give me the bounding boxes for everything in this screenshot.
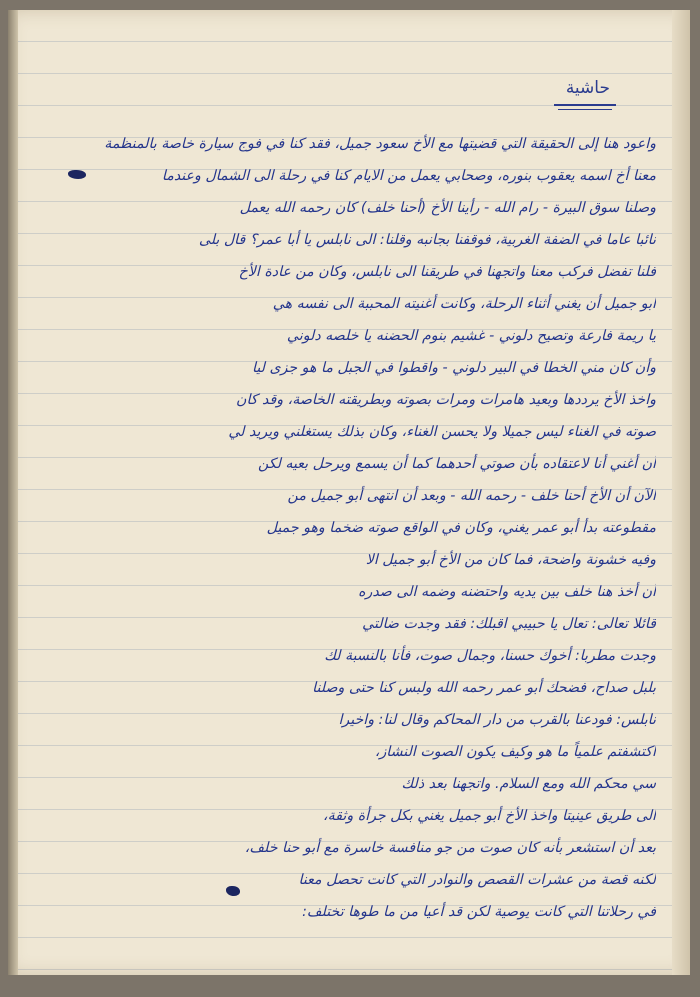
text-line: أن أخذ هنا خلف بين يديه واحتضنه وضمه الى صدره — [358, 584, 656, 600]
text-line: في رحلاتنا التي كانت يوصية لكن قد أعيا من ما طوها تختلف: — [302, 904, 656, 920]
handwritten-text-body — [36, 128, 656, 928]
text-line: وصلنا سوق البيرة - رام الله - رأينا الأخ (أحنا خلف) كان رحمه الله يعمل — [239, 200, 656, 216]
text-line: نابلس: فودعنا بالقرب من دار المحاكم وقال لنا: واخيرا — [338, 712, 656, 728]
text-line: الآن أن الأخ أحنا خلف - رحمه الله - وبعد أن انتهى أبو جميل من — [287, 488, 656, 504]
text-line: يا ريمة فارعة وتصيح دلوني - غشيم بنوم الحضنه يا خلصه دلوني — [286, 328, 656, 344]
text-line: سي محكم الله ومع السلام. واتجهنا بعد ذلك — [401, 776, 656, 792]
page-binding — [672, 10, 690, 975]
text-line: أن أغني أنا لاعتقاده بأن صوتي أحدهما كما أن يسمع ويرحل بعيه لكن — [257, 456, 656, 472]
text-line: فلنا تفضل فركب معنا واتجهنا في طريقنا الى نابلس، وكان من عادة الأخ — [238, 264, 656, 280]
text-line: وجدت مطربا: أخوك حسنا، وجمال صوت، فأنا بالنسبة لك — [324, 648, 656, 664]
text-line: صوته في الغناء ليس جميلا ولا يحسن الغناء، وكان بذلك يستغلني ويريد لي — [228, 424, 656, 440]
text-line: وفيه خشونة واضحة، فما كان من الأخ أبو جميل الا — [365, 552, 656, 568]
text-line: مقطوعته بدأ أبو عمر يغني، وكان في الواقع صوته ضخما وهو جميل — [266, 520, 656, 536]
page-heading: حاشية — [565, 78, 610, 98]
text-line: الى طريق عينيتا واخذ الأخ أبو جميل يغني بكل جرأة وثقة، — [323, 808, 656, 824]
text-line: ابو جميل أن يغني أثناء الرحلة، وكانت أغنيته المحببة الى نفسه هي — [272, 296, 656, 312]
page-left-spine — [8, 10, 18, 975]
heading-underline — [554, 104, 616, 106]
text-line: نائبا عاما في الضفة الغربية، فوقفنا بجانبه وقلنا: الى نابلس يا أبا عمر؟ قال بلى — [198, 232, 656, 248]
notebook-page — [8, 10, 690, 975]
text-line: واخذ الأخ يرددها وبعيد هامرات ومرات بصوته وبطريقته الخاصة، وقد كان — [236, 392, 656, 408]
text-line: معنا أخ اسمه يعقوب بنوره، وصحابي يعمل من الايام كنا في رحلة الى الشمال وعندما — [161, 168, 656, 184]
text-line: واعود هنا إلى الحقيقة التي قضيتها مع الأخ سعود جميل، فقد كنا في فوج سيارة خاصة بالمنظمة — [104, 136, 656, 152]
text-line: اكتشفتم علمياً ما هو وكيف يكون الصوت النشاز، — [374, 744, 656, 760]
text-line: قائلا تعالى: تعال يا حبيبي اقبلك: فقد وجدت ضالتي — [362, 616, 656, 632]
text-line: وأن كان مني الخطا في البير دلوني - واقطوا في الجبل ما هو جزى ليا — [252, 360, 656, 376]
text-line: لكنه قصة من عشرات القصص والنوادر التي كانت تحصل معنا — [298, 872, 656, 888]
text-line: بعد أن استشعر بأنه كان صوت من جو منافسة خاسرة مع أبو حنا خلف، — [244, 840, 656, 856]
heading-underline-second — [558, 109, 612, 110]
text-line: بلبل صداح، فضحك أبو عمر رحمه الله ولبس كنا حتى وصلنا — [312, 680, 656, 696]
